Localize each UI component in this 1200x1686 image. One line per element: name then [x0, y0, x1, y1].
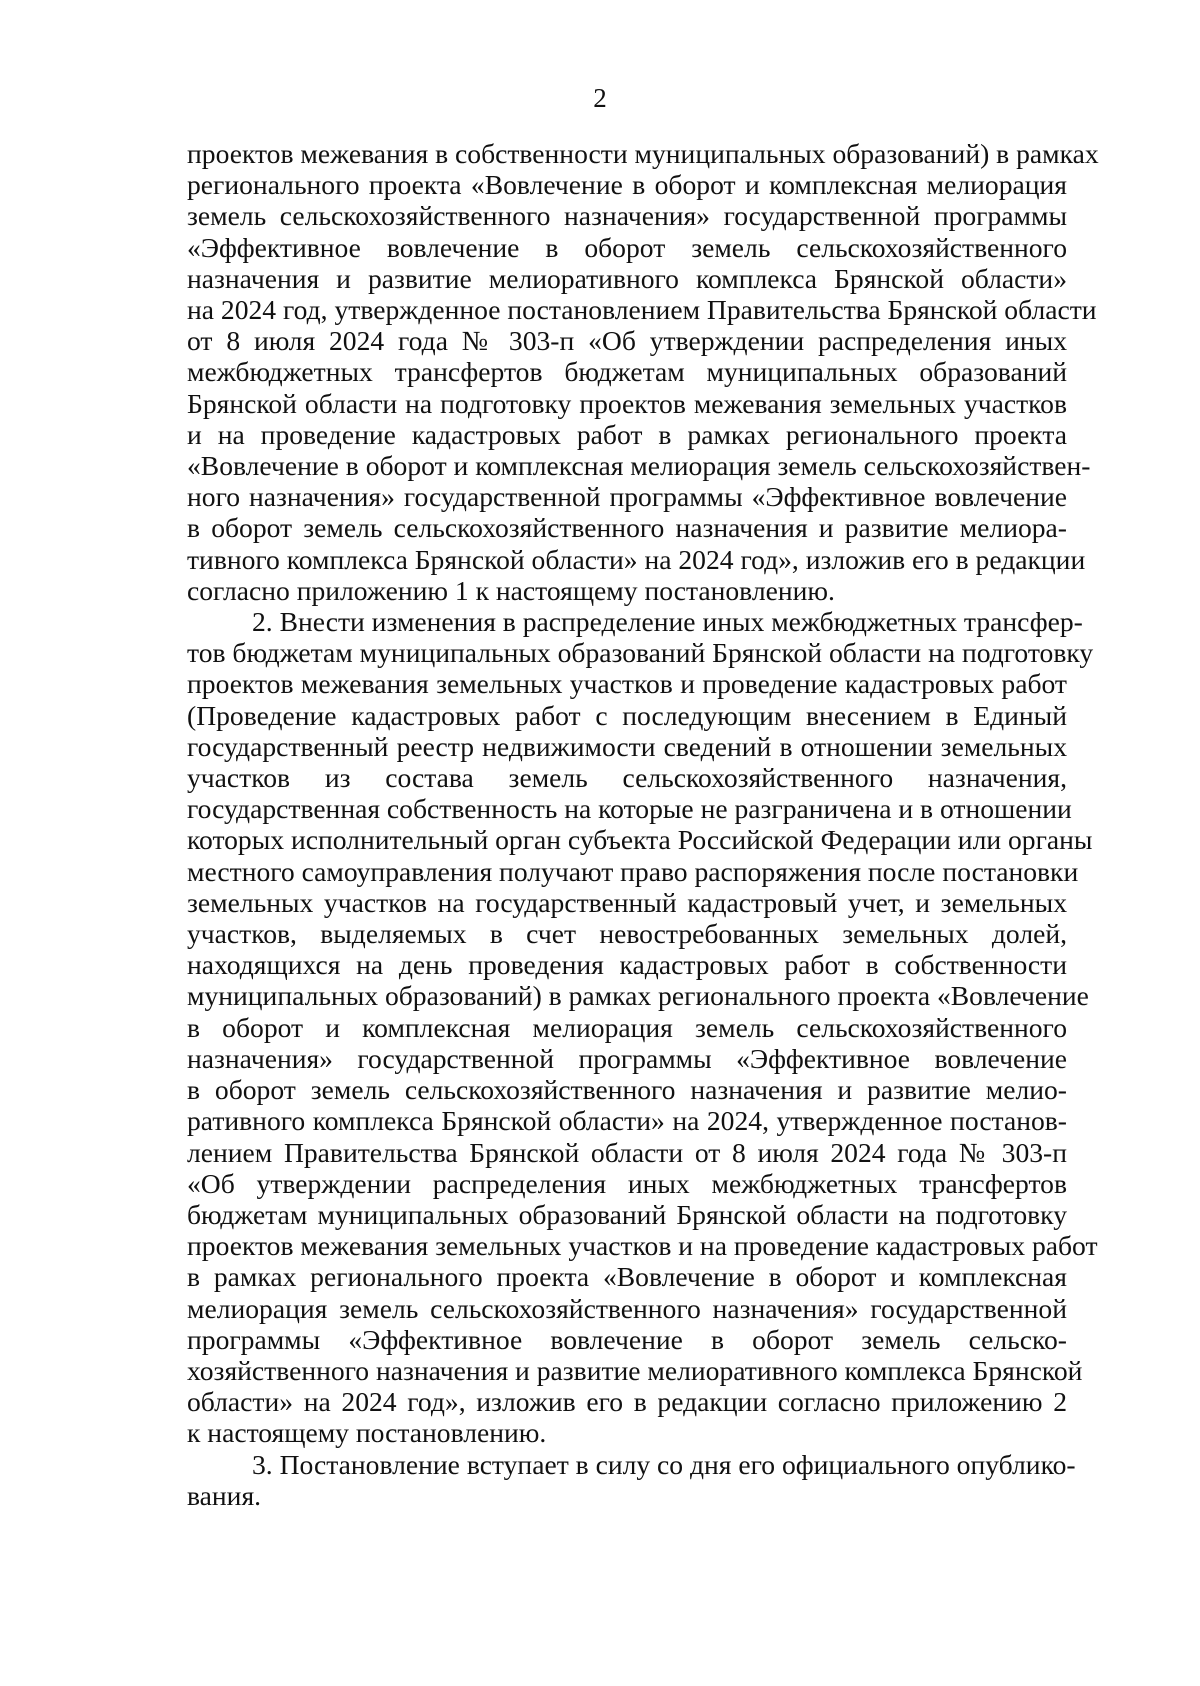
text-line: муниципальных образований) в рамках регионального проекта «Вовлечение	[187, 980, 1089, 1012]
text-line: 3. Постановление вступает в силу со дня его официального опублико-	[252, 1448, 1076, 1480]
text-line: «Об утверждении распределения иных межбюджетных трансфертов	[187, 1167, 1067, 1199]
text-line: вания.	[187, 1479, 262, 1511]
text-line: которых исполнительный орган субъекта Российской Федерации или органы	[187, 824, 1093, 856]
paragraph-3	[187, 1448, 1076, 1511]
text-line: в рамках регионального проекта «Вовлечение в оборот и комплексная	[187, 1261, 1067, 1293]
document-body	[187, 138, 1099, 1511]
text-line: от 8 июля 2024 года № 303-п «Об утверждении распределения иных	[187, 325, 1067, 357]
text-line: мелиорация земель сельскохозяйственного назначения» государственной	[187, 1292, 1067, 1324]
text-line: местного самоуправления получают право распоряжения после постановки	[187, 855, 1079, 887]
text-line: на 2024 год, утвержденное постановлением Правительства Брянской области	[187, 294, 1097, 326]
text-line: проектов межевания в собственности муниципальных образований) в рамках	[187, 138, 1099, 169]
text-line: бюджетам муниципальных образований Брянской области на подготовку	[187, 1198, 1067, 1230]
text-line: проектов межевания земельных участков и проведение кадастровых работ	[187, 668, 1067, 700]
text-line: участков из состава земель сельскохозяйственного назначения,	[187, 762, 1067, 794]
text-line: ного назначения» государственной программы «Эффективное вовлечение	[187, 481, 1067, 513]
text-line: Брянской области на подготовку проектов межевания земельных участков	[187, 387, 1067, 419]
text-line: государственный реестр недвижимости сведений в отношении земельных	[187, 730, 1067, 762]
text-line: находящихся на день проведения кадастровых работ в собственности	[187, 949, 1067, 981]
text-line: области» на 2024 год», изложив его в редакции согласно приложению 2	[187, 1386, 1067, 1418]
text-line: (Проведение кадастровых работ с последующим внесением в Единый	[187, 699, 1067, 731]
text-line: хозяйственного назначения и развитие мелиоративного комплекса Брянской	[187, 1354, 1083, 1386]
text-line: согласно приложению 1 к настоящему постановлению.	[187, 574, 835, 606]
text-line: земель сельскохозяйственного назначения» государственной программы	[187, 200, 1067, 232]
text-line: и на проведение кадастровых работ в рамках регионального проекта	[187, 418, 1067, 450]
text-line: «Эффективное вовлечение в оборот земель сельскохозяйственного	[187, 231, 1067, 263]
text-line: назначения» государственной программы «Эффективное вовлечение	[187, 1042, 1067, 1074]
text-line: в оборот и комплексная мелиорация земель сельскохозяйственного	[187, 1011, 1067, 1043]
text-line: в оборот земель сельскохозяйственного назначения и развитие мелио-	[187, 1074, 1067, 1106]
paragraph-2	[187, 606, 1098, 1449]
text-line: «Вовлечение в оборот и комплексная мелиорация земель сельскохозяйствен-	[187, 450, 1091, 482]
text-line: 2. Внести изменения в распределение иных межбюджетных трансфер-	[252, 606, 1083, 638]
text-line: тивного комплекса Брянской области» на 2024 год», изложив его в редакции	[187, 543, 1086, 575]
text-line: в оборот земель сельскохозяйственного назначения и развитие мелиора-	[187, 512, 1067, 544]
text-line: назначения и развитие мелиоративного комплекса Брянской области»	[187, 262, 1067, 294]
text-line: ративного комплекса Брянской области» на 2024, утвержденное постанов-	[187, 1105, 1067, 1137]
text-line: программы «Эффективное вовлечение в оборот земель сельско-	[187, 1323, 1067, 1355]
text-line: участков, выделяемых в счет невостребованных земельных долей,	[187, 918, 1067, 950]
text-line: земельных участков на государственный кадастровый учет, и земельных	[187, 886, 1067, 918]
text-line: межбюджетных трансфертов бюджетам муниципальных образований	[187, 356, 1067, 388]
page-number: 2	[593, 83, 607, 113]
text-line: государственная собственность на которые не разграничена и в отношении	[187, 793, 1072, 825]
paragraph-1	[187, 138, 1099, 606]
text-line: регионального проекта «Вовлечение в оборот и комплексная мелиорация	[187, 169, 1067, 201]
text-line: проектов межевания земельных участков и на проведение кадастровых работ	[187, 1230, 1098, 1262]
text-line: лением Правительства Брянской области от 8 июля 2024 года № 303-п	[187, 1136, 1067, 1168]
text-line: тов бюджетам муниципальных образований Брянской области на подготовку	[187, 637, 1094, 669]
text-line: к настоящему постановлению.	[187, 1417, 547, 1449]
